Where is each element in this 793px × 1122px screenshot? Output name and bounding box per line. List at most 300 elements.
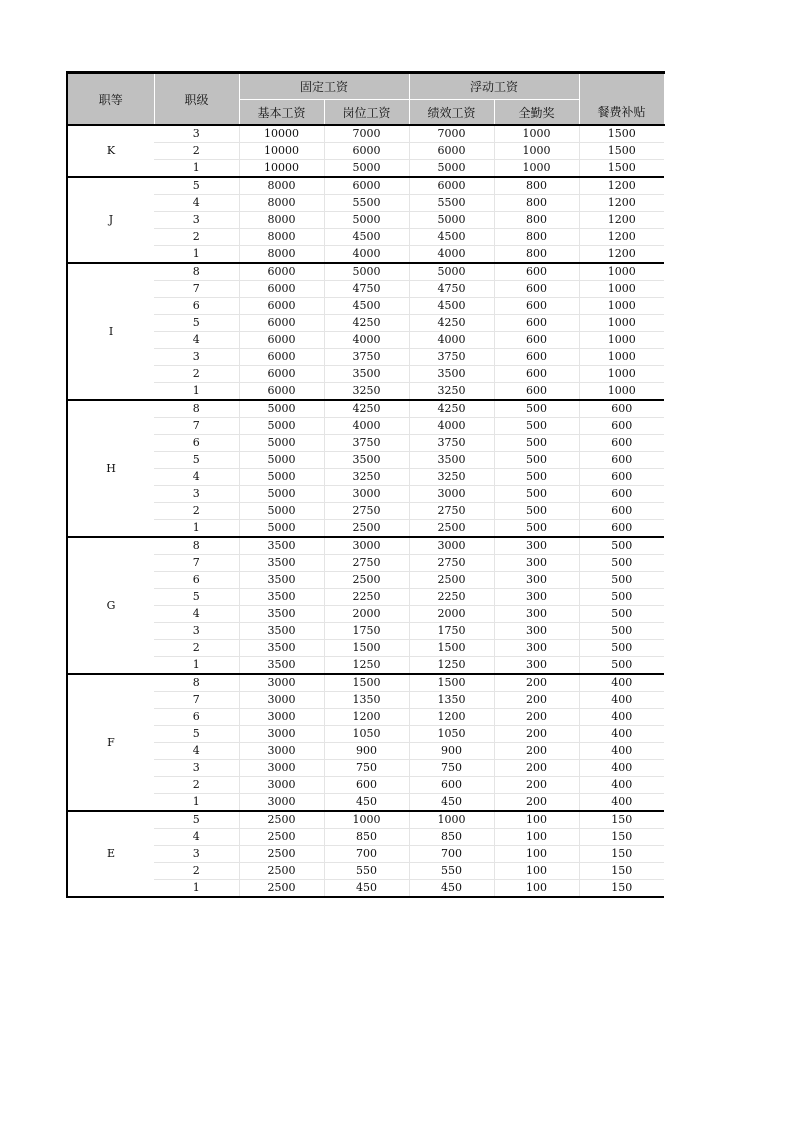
position-salary-cell: 450	[324, 880, 409, 898]
position-salary-cell: 700	[324, 846, 409, 863]
level-cell: 1	[154, 160, 239, 178]
table-row	[67, 589, 664, 606]
meal-allowance-cell: 1200	[607, 247, 636, 260]
meal-allowance-cell: 1000	[607, 384, 636, 397]
attendance-bonus-cell: 800	[494, 229, 579, 246]
attendance-bonus-cell: 100	[494, 880, 579, 898]
base-salary-cell: 3500	[239, 589, 324, 606]
performance-salary-cell: 2500	[409, 520, 494, 538]
performance-salary-cell: 3250	[409, 469, 494, 486]
header-attendance-bonus: 全勤奖	[494, 100, 579, 126]
base-salary-cell: 10000	[239, 143, 324, 160]
level-cell: 3	[154, 349, 239, 366]
position-salary-cell: 1750	[324, 623, 409, 640]
meal-allowance-cell: 1000	[579, 315, 664, 332]
meal-allowance-cell: 1000	[579, 366, 664, 383]
performance-salary-cell: 2750	[409, 555, 494, 572]
level-cell: 5	[154, 452, 239, 469]
base-salary-cell: 5000	[239, 486, 324, 503]
meal-allowance-cell: 600	[579, 469, 664, 486]
table-row	[67, 195, 664, 212]
grade-cell: J	[67, 177, 154, 263]
performance-salary-cell: 450	[409, 880, 494, 898]
meal-allowance-cell: 150	[611, 881, 633, 894]
attendance-bonus-cell: 100	[494, 811, 579, 829]
position-salary-cell: 1050	[324, 726, 409, 743]
attendance-bonus-cell: 500	[494, 520, 579, 538]
header-meal-allowance: 餐费补贴	[579, 100, 664, 126]
base-salary-cell: 5000	[239, 418, 324, 435]
base-salary-cell: 6000	[239, 298, 324, 315]
meal-allowance-cell: 600	[579, 503, 664, 520]
level-cell: 7	[154, 555, 239, 572]
position-salary-cell: 4750	[324, 281, 409, 298]
meal-allowance-cell: 600	[611, 521, 633, 534]
table-row	[67, 125, 664, 143]
meal-allowance-cell: 400	[579, 743, 664, 760]
table-row	[67, 298, 664, 315]
base-salary-cell: 8000	[239, 212, 324, 229]
performance-salary-cell: 2250	[409, 589, 494, 606]
base-salary-cell: 6000	[239, 281, 324, 298]
performance-salary-cell: 5500	[409, 195, 494, 212]
level-cell: 2	[154, 229, 239, 246]
level-cell: 7	[154, 418, 239, 435]
meal-allowance-cell: 400	[579, 777, 664, 794]
table-row	[67, 349, 664, 366]
table-row	[67, 143, 664, 160]
position-salary-cell: 750	[324, 760, 409, 777]
performance-salary-cell: 600	[409, 777, 494, 794]
level-cell: 3	[154, 760, 239, 777]
level-cell: 5	[154, 726, 239, 743]
header-row-top	[67, 73, 664, 100]
table-row	[67, 366, 664, 383]
table-row	[67, 469, 664, 486]
performance-salary-cell: 3000	[409, 486, 494, 503]
base-salary-cell: 3500	[239, 606, 324, 623]
base-salary-cell: 6000	[239, 263, 324, 281]
position-salary-cell: 1000	[324, 811, 409, 829]
level-cell: 2	[154, 777, 239, 794]
level-cell: 2	[154, 640, 239, 657]
base-salary-cell: 3000	[239, 709, 324, 726]
attendance-bonus-cell: 600	[494, 366, 579, 383]
meal-allowance-cell: 400	[579, 692, 664, 709]
position-salary-cell: 4250	[324, 315, 409, 332]
table-row	[67, 177, 664, 195]
table-row	[67, 400, 664, 418]
table-row	[67, 674, 664, 692]
meal-allowance-cell: 1000	[579, 332, 664, 349]
meal-allowance-cell: 600	[579, 418, 664, 435]
position-salary-cell: 5000	[324, 212, 409, 229]
table-row	[67, 846, 664, 863]
level-cell: 4	[154, 743, 239, 760]
header-blank	[579, 73, 664, 100]
meal-allowance-cell: 150	[579, 863, 664, 880]
attendance-bonus-cell: 600	[494, 315, 579, 332]
level-cell: 4	[154, 195, 239, 212]
performance-salary-cell: 1250	[409, 657, 494, 675]
level-cell: 6	[154, 298, 239, 315]
level-cell: 1	[154, 246, 239, 264]
table-row	[67, 263, 664, 281]
meal-allowance-cell: 1000	[579, 349, 664, 366]
base-salary-cell: 6000	[239, 366, 324, 383]
meal-allowance-cell: 500	[579, 606, 664, 623]
performance-salary-cell: 4250	[409, 400, 494, 418]
base-salary-cell: 3500	[239, 572, 324, 589]
table-row	[67, 811, 664, 829]
table-row	[67, 418, 664, 435]
attendance-bonus-cell: 200	[494, 794, 579, 812]
performance-salary-cell: 850	[409, 829, 494, 846]
meal-allowance-cell: 150	[579, 829, 664, 846]
base-salary-cell: 6000	[239, 383, 324, 401]
meal-allowance-cell: 600	[579, 452, 664, 469]
attendance-bonus-cell: 100	[494, 846, 579, 863]
attendance-bonus-cell: 200	[494, 692, 579, 709]
position-salary-cell: 6000	[324, 143, 409, 160]
table-row	[67, 435, 664, 452]
position-salary-cell: 4000	[324, 332, 409, 349]
base-salary-cell: 2500	[239, 829, 324, 846]
table-row	[67, 383, 664, 401]
grade-cell: K	[67, 125, 154, 177]
attendance-bonus-cell: 500	[494, 435, 579, 452]
meal-allowance-cell: 400	[579, 726, 664, 743]
meal-allowance-cell: 1200	[579, 195, 664, 212]
level-cell: 4	[154, 606, 239, 623]
level-cell: 8	[154, 674, 239, 692]
grade-cell: F	[67, 674, 154, 811]
base-salary-cell: 3500	[239, 537, 324, 555]
base-salary-cell: 5000	[239, 520, 324, 538]
attendance-bonus-cell: 600	[494, 332, 579, 349]
attendance-bonus-cell: 600	[494, 383, 579, 401]
table-row	[67, 486, 664, 503]
performance-salary-cell: 6000	[409, 143, 494, 160]
level-cell: 6	[154, 572, 239, 589]
attendance-bonus-cell: 1000	[494, 125, 579, 143]
attendance-bonus-cell: 800	[494, 195, 579, 212]
position-salary-cell: 1250	[324, 657, 409, 675]
meal-allowance-cell: 500	[579, 572, 664, 589]
base-salary-cell: 8000	[239, 177, 324, 195]
performance-salary-cell: 5000	[409, 212, 494, 229]
level-cell: 3	[154, 846, 239, 863]
meal-allowance-cell: 1200	[579, 177, 664, 195]
position-salary-cell: 3250	[324, 383, 409, 401]
position-salary-cell: 7000	[324, 125, 409, 143]
table-row	[67, 777, 664, 794]
attendance-bonus-cell: 300	[494, 640, 579, 657]
performance-salary-cell: 3500	[409, 366, 494, 383]
table-row	[67, 503, 664, 520]
performance-salary-cell: 4000	[409, 246, 494, 264]
meal-allowance-cell: 500	[611, 658, 633, 671]
table-row	[67, 623, 664, 640]
meal-allowance-cell: 1000	[579, 263, 664, 281]
table-row	[67, 606, 664, 623]
position-salary-cell: 4500	[324, 298, 409, 315]
position-salary-cell: 5500	[324, 195, 409, 212]
attendance-bonus-cell: 1000	[494, 143, 579, 160]
position-salary-cell: 2750	[324, 555, 409, 572]
position-salary-cell: 2250	[324, 589, 409, 606]
base-salary-cell: 8000	[239, 229, 324, 246]
header-performance-salary: 绩效工资	[409, 100, 494, 126]
performance-salary-cell: 450	[409, 794, 494, 812]
position-salary-cell: 2000	[324, 606, 409, 623]
base-salary-cell: 5000	[239, 400, 324, 418]
level-cell: 5	[154, 811, 239, 829]
base-salary-cell: 5000	[239, 435, 324, 452]
performance-salary-cell: 1500	[409, 674, 494, 692]
position-salary-cell: 1500	[324, 640, 409, 657]
position-salary-cell: 850	[324, 829, 409, 846]
performance-salary-cell: 4000	[409, 332, 494, 349]
base-salary-cell: 3000	[239, 692, 324, 709]
base-salary-cell: 5000	[239, 452, 324, 469]
base-salary-cell: 6000	[239, 315, 324, 332]
table-row	[67, 160, 664, 178]
attendance-bonus-cell: 200	[494, 726, 579, 743]
position-salary-cell: 6000	[324, 177, 409, 195]
level-cell: 1	[154, 520, 239, 538]
position-salary-cell: 450	[324, 794, 409, 812]
attendance-bonus-cell: 300	[494, 589, 579, 606]
performance-salary-cell: 3000	[409, 537, 494, 555]
performance-salary-cell: 3750	[409, 349, 494, 366]
table-row	[67, 880, 664, 898]
table-row	[67, 829, 664, 846]
performance-salary-cell: 1200	[409, 709, 494, 726]
level-cell: 5	[154, 177, 239, 195]
table-body	[67, 125, 664, 897]
attendance-bonus-cell: 600	[494, 298, 579, 315]
performance-salary-cell: 2750	[409, 503, 494, 520]
meal-allowance-cell: 1500	[579, 143, 664, 160]
table-row	[67, 657, 664, 675]
position-salary-cell: 2500	[324, 572, 409, 589]
table-row	[67, 281, 664, 298]
position-salary-cell: 3250	[324, 469, 409, 486]
table-row	[67, 726, 664, 743]
level-cell: 2	[154, 503, 239, 520]
grade-cell: H	[67, 400, 154, 537]
base-salary-cell: 8000	[239, 195, 324, 212]
level-cell: 4	[154, 829, 239, 846]
attendance-bonus-cell: 300	[494, 623, 579, 640]
level-cell: 4	[154, 469, 239, 486]
position-salary-cell: 4000	[324, 246, 409, 264]
table-row	[67, 229, 664, 246]
header-base-salary: 基本工资	[239, 100, 324, 126]
attendance-bonus-cell: 600	[494, 263, 579, 281]
level-cell: 1	[154, 880, 239, 898]
attendance-bonus-cell: 300	[494, 537, 579, 555]
attendance-bonus-cell: 200	[494, 743, 579, 760]
base-salary-cell: 6000	[239, 332, 324, 349]
base-salary-cell: 3000	[239, 674, 324, 692]
grade-cell: E	[67, 811, 154, 897]
attendance-bonus-cell: 600	[494, 349, 579, 366]
base-salary-cell: 2500	[239, 863, 324, 880]
position-salary-cell: 3750	[324, 349, 409, 366]
level-cell: 8	[154, 537, 239, 555]
level-cell: 3	[154, 623, 239, 640]
attendance-bonus-cell: 300	[494, 606, 579, 623]
position-salary-cell: 3500	[324, 366, 409, 383]
attendance-bonus-cell: 200	[494, 777, 579, 794]
performance-salary-cell: 4000	[409, 418, 494, 435]
level-cell: 8	[154, 263, 239, 281]
table-row	[67, 572, 664, 589]
level-cell: 8	[154, 400, 239, 418]
table-row	[67, 760, 664, 777]
header-fixed-salary: 固定工资	[239, 73, 409, 100]
table-row	[67, 520, 664, 538]
table-row	[67, 692, 664, 709]
performance-salary-cell: 7000	[409, 125, 494, 143]
position-salary-cell: 1500	[324, 674, 409, 692]
base-salary-cell: 3000	[239, 743, 324, 760]
header-position-salary: 岗位工资	[324, 100, 409, 126]
base-salary-cell: 8000	[239, 246, 324, 264]
attendance-bonus-cell: 500	[494, 486, 579, 503]
header-grade: 职等	[67, 73, 154, 126]
level-cell: 2	[154, 863, 239, 880]
level-cell: 1	[154, 383, 239, 401]
attendance-bonus-cell: 500	[494, 400, 579, 418]
position-salary-cell: 550	[324, 863, 409, 880]
performance-salary-cell: 550	[409, 863, 494, 880]
meal-allowance-cell: 600	[579, 400, 664, 418]
header-floating-salary: 浮动工资	[409, 73, 579, 100]
meal-allowance-cell: 1000	[579, 298, 664, 315]
table-row	[67, 640, 664, 657]
performance-salary-cell: 3500	[409, 452, 494, 469]
position-salary-cell: 4000	[324, 418, 409, 435]
base-salary-cell: 5000	[239, 469, 324, 486]
meal-allowance-cell: 1500	[607, 161, 636, 174]
performance-salary-cell: 1000	[409, 811, 494, 829]
meal-allowance-cell: 400	[611, 795, 633, 808]
meal-allowance-cell: 500	[579, 555, 664, 572]
performance-salary-cell: 4500	[409, 298, 494, 315]
base-salary-cell: 3000	[239, 794, 324, 812]
base-salary-cell: 3500	[239, 640, 324, 657]
table-row	[67, 555, 664, 572]
level-cell: 1	[154, 657, 239, 675]
position-salary-cell: 2500	[324, 520, 409, 538]
performance-salary-cell: 6000	[409, 177, 494, 195]
attendance-bonus-cell: 200	[494, 760, 579, 777]
base-salary-cell: 3000	[239, 777, 324, 794]
attendance-bonus-cell: 300	[494, 572, 579, 589]
performance-salary-cell: 2000	[409, 606, 494, 623]
attendance-bonus-cell: 800	[494, 177, 579, 195]
salary-table	[66, 71, 665, 898]
performance-salary-cell: 1050	[409, 726, 494, 743]
table-row	[67, 212, 664, 229]
position-salary-cell: 1350	[324, 692, 409, 709]
base-salary-cell: 5000	[239, 503, 324, 520]
base-salary-cell: 3500	[239, 623, 324, 640]
attendance-bonus-cell: 800	[494, 246, 579, 264]
position-salary-cell: 2750	[324, 503, 409, 520]
base-salary-cell: 3000	[239, 726, 324, 743]
level-cell: 4	[154, 332, 239, 349]
position-salary-cell: 4250	[324, 400, 409, 418]
position-salary-cell: 1200	[324, 709, 409, 726]
performance-salary-cell: 2500	[409, 572, 494, 589]
position-salary-cell: 3500	[324, 452, 409, 469]
attendance-bonus-cell: 200	[494, 674, 579, 692]
attendance-bonus-cell: 500	[494, 452, 579, 469]
meal-allowance-cell: 500	[579, 623, 664, 640]
base-salary-cell: 3000	[239, 760, 324, 777]
meal-allowance-cell: 500	[579, 640, 664, 657]
base-salary-cell: 10000	[239, 125, 324, 143]
performance-salary-cell: 4250	[409, 315, 494, 332]
meal-allowance-cell: 400	[579, 709, 664, 726]
base-salary-cell: 2500	[239, 880, 324, 898]
level-cell: 7	[154, 281, 239, 298]
level-cell: 2	[154, 143, 239, 160]
performance-salary-cell: 5000	[409, 160, 494, 178]
performance-salary-cell: 750	[409, 760, 494, 777]
header-level: 职级	[154, 73, 239, 126]
position-salary-cell: 5000	[324, 160, 409, 178]
meal-allowance-cell: 600	[579, 486, 664, 503]
meal-allowance-cell: 500	[579, 589, 664, 606]
position-salary-cell: 4500	[324, 229, 409, 246]
attendance-bonus-cell: 300	[494, 657, 579, 675]
performance-salary-cell: 4750	[409, 281, 494, 298]
attendance-bonus-cell: 1000	[494, 160, 579, 178]
attendance-bonus-cell: 500	[494, 469, 579, 486]
table-row	[67, 743, 664, 760]
attendance-bonus-cell: 800	[494, 212, 579, 229]
grade-cell: I	[67, 263, 154, 400]
position-salary-cell: 3750	[324, 435, 409, 452]
table-row	[67, 709, 664, 726]
attendance-bonus-cell: 300	[494, 555, 579, 572]
meal-allowance-cell: 600	[579, 435, 664, 452]
meal-allowance-cell: 1200	[579, 212, 664, 229]
meal-allowance-cell: 1200	[579, 229, 664, 246]
table-row	[67, 794, 664, 812]
level-cell: 5	[154, 315, 239, 332]
performance-salary-cell: 900	[409, 743, 494, 760]
position-salary-cell: 600	[324, 777, 409, 794]
meal-allowance-cell: 1500	[579, 125, 664, 143]
attendance-bonus-cell: 200	[494, 709, 579, 726]
meal-allowance-cell: 400	[579, 760, 664, 777]
level-cell: 3	[154, 125, 239, 143]
meal-allowance-cell: 500	[579, 537, 664, 555]
performance-salary-cell: 1500	[409, 640, 494, 657]
base-salary-cell: 3500	[239, 657, 324, 675]
meal-allowance-cell: 150	[579, 846, 664, 863]
level-cell: 2	[154, 366, 239, 383]
attendance-bonus-cell: 500	[494, 418, 579, 435]
position-salary-cell: 3000	[324, 486, 409, 503]
performance-salary-cell: 5000	[409, 263, 494, 281]
